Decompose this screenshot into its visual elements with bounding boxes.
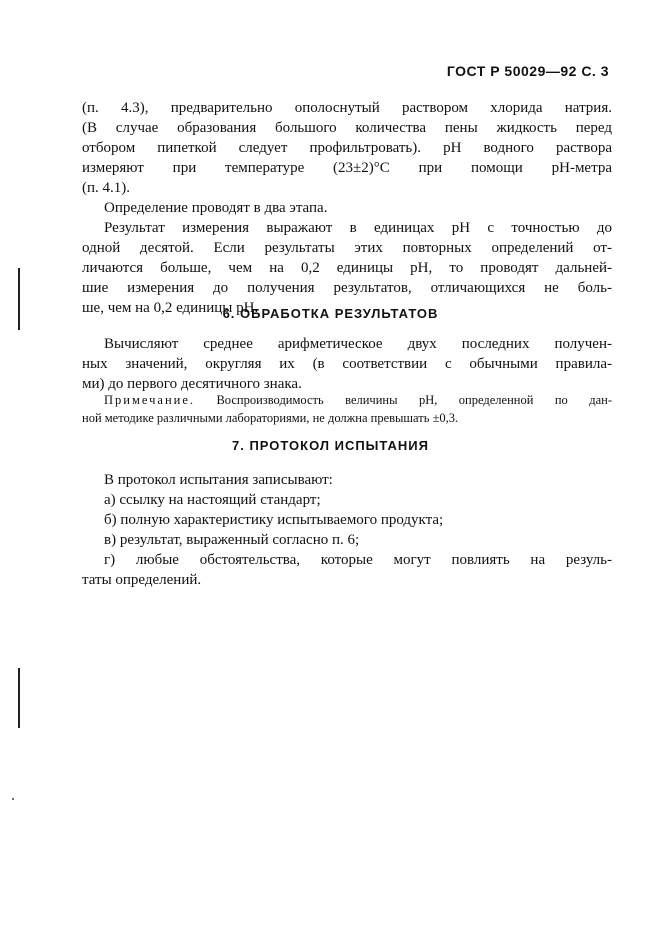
text-line: отбором пипеткой следует профильтровать). pH водного раствора (82, 140, 612, 156)
text-line: ных значений, округляя их (в соответствии с обычными правила- (82, 356, 612, 372)
note-line: ной методике различными лабораториями, не должна превышать ±0,3. (82, 411, 459, 425)
text-line: В протокол испытания записывают: (104, 472, 333, 488)
section-7-body (82, 470, 612, 590)
text-line: (В случае образования большого количества пены жидкость перед (82, 120, 612, 136)
text-line: (п. 4.3), предварительно ополоснутый раствором хлорида натрия. (82, 100, 612, 116)
section-6-body (82, 334, 612, 394)
text-line: таты определений. (82, 572, 202, 588)
section-6-note (82, 391, 612, 427)
note-line (82, 391, 612, 409)
page-header: ГОСТ Р 50029—92 С. 3 (446, 63, 609, 79)
section-6-title: 6. ОБРАБОТКА РЕЗУЛЬТАТОВ (222, 306, 439, 321)
list-item: а) ссылку на настоящий стандарт; (104, 492, 321, 508)
scan-speck (12, 798, 14, 800)
margin-mark-bottom (18, 668, 20, 728)
text-line: Результат измерения выражают в единицах pH с точностью до (104, 220, 612, 236)
text-line: Определение проводят в два этапа. (104, 200, 328, 216)
list-item: в) результат, выраженный согласно п. 6; (104, 532, 360, 548)
note-label: Примечание. (104, 393, 196, 407)
text-line: Вычисляют среднее арифметическое двух последних получен- (104, 336, 612, 352)
text-line: личаются больше, чем на 0,2 единицы pH, то проводят дальней- (82, 260, 612, 276)
paragraph-block-1 (82, 98, 612, 318)
text-line: одной десятой. Если результаты этих повторных определений от- (82, 240, 612, 256)
text-line: измеряют при температуре (23±2)°С при помощи pH-метра (82, 160, 612, 176)
list-item: г) любые обстоятельства, которые могут повлиять на резуль- (104, 552, 612, 568)
text-line: (п. 4.1). (82, 180, 131, 196)
text-line: шие измерения до получения результатов, отличающихся не боль- (82, 280, 612, 296)
text-line: ми) до первого десятичного знака. (82, 376, 302, 392)
section-7-title: 7. ПРОТОКОЛ ИСПЫТАНИЯ (232, 438, 429, 453)
text-line: ше, чем на 0,2 единицы pH. (82, 300, 259, 316)
note-text: Воспроизводимость величины pH, определенной по дан- (216, 393, 612, 407)
list-item: б) полную характеристику испытываемого продукта; (104, 512, 444, 528)
